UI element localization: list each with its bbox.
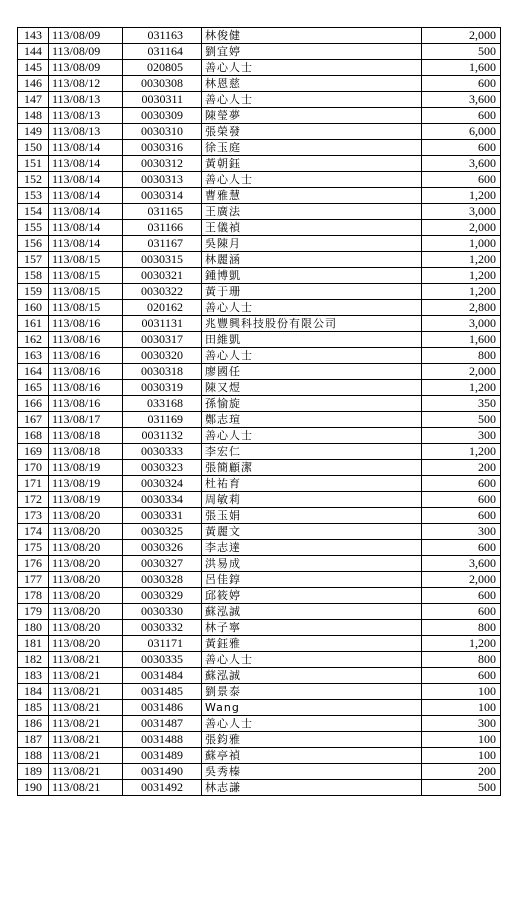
row-number: 157 bbox=[18, 252, 49, 268]
donation-date: 113/08/09 bbox=[49, 28, 123, 44]
donor-name: 曹雅慧 bbox=[202, 188, 422, 204]
donation-amount: 1,200 bbox=[422, 252, 501, 268]
donation-amount: 1,200 bbox=[422, 444, 501, 460]
table-row bbox=[18, 572, 501, 588]
donation-amount: 600 bbox=[422, 76, 501, 92]
donation-amount: 100 bbox=[422, 684, 501, 700]
receipt-number: 031164 bbox=[123, 44, 202, 60]
receipt-number: 0031489 bbox=[123, 748, 202, 764]
table-row bbox=[18, 636, 501, 652]
receipt-number: 0030311 bbox=[123, 92, 202, 108]
donation-amount: 100 bbox=[422, 732, 501, 748]
table-row bbox=[18, 412, 501, 428]
row-number: 185 bbox=[18, 700, 49, 716]
table-row bbox=[18, 108, 501, 124]
table-row bbox=[18, 428, 501, 444]
table-row bbox=[18, 540, 501, 556]
row-number: 171 bbox=[18, 476, 49, 492]
table-row bbox=[18, 780, 501, 796]
receipt-number: 020162 bbox=[123, 300, 202, 316]
table-row bbox=[18, 60, 501, 76]
donation-date: 113/08/20 bbox=[49, 524, 123, 540]
donation-amount: 1,200 bbox=[422, 188, 501, 204]
donor-name: 蘇泓誠 bbox=[202, 668, 422, 684]
donor-name: 善心人士 bbox=[202, 716, 422, 732]
donor-name: 張簡顧潔 bbox=[202, 460, 422, 476]
table-row bbox=[18, 668, 501, 684]
table-row bbox=[18, 332, 501, 348]
donation-amount: 100 bbox=[422, 748, 501, 764]
donor-name: 劉宜婷 bbox=[202, 44, 422, 60]
donation-amount: 200 bbox=[422, 764, 501, 780]
donation-date: 113/08/18 bbox=[49, 428, 123, 444]
receipt-number: 0030317 bbox=[123, 332, 202, 348]
donor-name: 兆豐興科技股份有限公司 bbox=[202, 316, 422, 332]
donation-date: 113/08/19 bbox=[49, 492, 123, 508]
table-row bbox=[18, 556, 501, 572]
table-row bbox=[18, 220, 501, 236]
receipt-number: 0030315 bbox=[123, 252, 202, 268]
receipt-number: 0030318 bbox=[123, 364, 202, 380]
receipt-number: 0030328 bbox=[123, 572, 202, 588]
table-row bbox=[18, 588, 501, 604]
receipt-number: 0031492 bbox=[123, 780, 202, 796]
table-row bbox=[18, 364, 501, 380]
donor-name: 杜祐育 bbox=[202, 476, 422, 492]
donor-name: 黃鈺雅 bbox=[202, 636, 422, 652]
donation-date: 113/08/16 bbox=[49, 316, 123, 332]
donation-date: 113/08/21 bbox=[49, 652, 123, 668]
donor-name: 王廣法 bbox=[202, 204, 422, 220]
donation-amount: 2,000 bbox=[422, 220, 501, 236]
receipt-number: 0030332 bbox=[123, 620, 202, 636]
receipt-number: 0030312 bbox=[123, 156, 202, 172]
donation-date: 113/08/21 bbox=[49, 732, 123, 748]
donation-amount: 1,600 bbox=[422, 332, 501, 348]
table-row bbox=[18, 524, 501, 540]
row-number: 160 bbox=[18, 300, 49, 316]
receipt-number: 0030335 bbox=[123, 652, 202, 668]
donation-amount: 600 bbox=[422, 604, 501, 620]
table-row bbox=[18, 396, 501, 412]
donor-name: 善心人士 bbox=[202, 92, 422, 108]
receipt-number: 0030322 bbox=[123, 284, 202, 300]
row-number: 146 bbox=[18, 76, 49, 92]
donor-name: 李宏仁 bbox=[202, 444, 422, 460]
receipt-number: 020805 bbox=[123, 60, 202, 76]
receipt-number: 031165 bbox=[123, 204, 202, 220]
donor-name: 陳又煜 bbox=[202, 380, 422, 396]
donation-date: 113/08/19 bbox=[49, 476, 123, 492]
row-number: 148 bbox=[18, 108, 49, 124]
donor-name: 黃于珊 bbox=[202, 284, 422, 300]
donation-date: 113/08/16 bbox=[49, 348, 123, 364]
table-row bbox=[18, 28, 501, 44]
row-number: 174 bbox=[18, 524, 49, 540]
row-number: 154 bbox=[18, 204, 49, 220]
donor-name: 吳陳月 bbox=[202, 236, 422, 252]
donation-date: 113/08/13 bbox=[49, 92, 123, 108]
donation-date: 113/08/12 bbox=[49, 76, 123, 92]
donation-date: 113/08/09 bbox=[49, 60, 123, 76]
donation-date: 113/08/13 bbox=[49, 108, 123, 124]
donation-table-body bbox=[18, 28, 501, 796]
donor-name: 張榮發 bbox=[202, 124, 422, 140]
donor-name: 張玉娟 bbox=[202, 508, 422, 524]
receipt-number: 031171 bbox=[123, 636, 202, 652]
row-number: 168 bbox=[18, 428, 49, 444]
donor-name: 林俊健 bbox=[202, 28, 422, 44]
receipt-number: 0030310 bbox=[123, 124, 202, 140]
donor-name: 孫愉旋 bbox=[202, 396, 422, 412]
row-number: 169 bbox=[18, 444, 49, 460]
receipt-number: 0030325 bbox=[123, 524, 202, 540]
receipt-number: 031167 bbox=[123, 236, 202, 252]
receipt-number: 0030308 bbox=[123, 76, 202, 92]
receipt-number: 0030333 bbox=[123, 444, 202, 460]
donor-name: 善心人士 bbox=[202, 60, 422, 76]
table-row bbox=[18, 460, 501, 476]
donor-name: 林恩慈 bbox=[202, 76, 422, 92]
donor-name: 邱筱婷 bbox=[202, 588, 422, 604]
donation-amount: 800 bbox=[422, 348, 501, 364]
donation-amount: 1,200 bbox=[422, 268, 501, 284]
row-number: 177 bbox=[18, 572, 49, 588]
donor-name: 王儀禎 bbox=[202, 220, 422, 236]
donation-date: 113/08/16 bbox=[49, 380, 123, 396]
table-row bbox=[18, 492, 501, 508]
row-number: 162 bbox=[18, 332, 49, 348]
table-row bbox=[18, 124, 501, 140]
donor-name: 周敏莉 bbox=[202, 492, 422, 508]
table-row bbox=[18, 76, 501, 92]
donor-name: 張鈞雅 bbox=[202, 732, 422, 748]
row-number: 184 bbox=[18, 684, 49, 700]
donation-date: 113/08/15 bbox=[49, 252, 123, 268]
donation-amount: 600 bbox=[422, 540, 501, 556]
donor-name: 鄭志瑄 bbox=[202, 412, 422, 428]
donation-table bbox=[17, 27, 501, 796]
donation-amount: 300 bbox=[422, 524, 501, 540]
row-number: 176 bbox=[18, 556, 49, 572]
donation-amount: 600 bbox=[422, 172, 501, 188]
receipt-number: 0031490 bbox=[123, 764, 202, 780]
table-row bbox=[18, 684, 501, 700]
donation-date: 113/08/21 bbox=[49, 700, 123, 716]
table-row bbox=[18, 508, 501, 524]
donation-date: 113/08/14 bbox=[49, 172, 123, 188]
donor-name: 黃麗文 bbox=[202, 524, 422, 540]
receipt-number: 0030329 bbox=[123, 588, 202, 604]
donation-date: 113/08/14 bbox=[49, 156, 123, 172]
table-row bbox=[18, 172, 501, 188]
receipt-number: 031163 bbox=[123, 28, 202, 44]
donation-date: 113/08/21 bbox=[49, 716, 123, 732]
row-number: 172 bbox=[18, 492, 49, 508]
donation-amount: 2,000 bbox=[422, 364, 501, 380]
receipt-number: 0030309 bbox=[123, 108, 202, 124]
receipt-number: 0030334 bbox=[123, 492, 202, 508]
row-number: 180 bbox=[18, 620, 49, 636]
receipt-number: 0030321 bbox=[123, 268, 202, 284]
donation-amount: 300 bbox=[422, 716, 501, 732]
donation-date: 113/08/16 bbox=[49, 364, 123, 380]
row-number: 155 bbox=[18, 220, 49, 236]
donation-amount: 600 bbox=[422, 140, 501, 156]
donation-date: 113/08/13 bbox=[49, 124, 123, 140]
row-number: 182 bbox=[18, 652, 49, 668]
receipt-number: 0030316 bbox=[123, 140, 202, 156]
donation-date: 113/08/09 bbox=[49, 44, 123, 60]
donation-date: 113/08/21 bbox=[49, 668, 123, 684]
donor-name: 洪易成 bbox=[202, 556, 422, 572]
donation-amount: 3,000 bbox=[422, 316, 501, 332]
receipt-number: 0031485 bbox=[123, 684, 202, 700]
row-number: 147 bbox=[18, 92, 49, 108]
donation-amount: 500 bbox=[422, 780, 501, 796]
donation-date: 113/08/14 bbox=[49, 188, 123, 204]
donation-date: 113/08/14 bbox=[49, 220, 123, 236]
row-number: 159 bbox=[18, 284, 49, 300]
table-row bbox=[18, 44, 501, 60]
donor-name: 善心人士 bbox=[202, 428, 422, 444]
donation-date: 113/08/16 bbox=[49, 396, 123, 412]
donor-name: 廖國任 bbox=[202, 364, 422, 380]
table-row bbox=[18, 748, 501, 764]
row-number: 187 bbox=[18, 732, 49, 748]
row-number: 181 bbox=[18, 636, 49, 652]
receipt-number: 031166 bbox=[123, 220, 202, 236]
donor-name: 林志謙 bbox=[202, 780, 422, 796]
row-number: 143 bbox=[18, 28, 49, 44]
table-row bbox=[18, 620, 501, 636]
receipt-number: 0030319 bbox=[123, 380, 202, 396]
donation-amount: 600 bbox=[422, 508, 501, 524]
donor-name: 善心人士 bbox=[202, 172, 422, 188]
donation-amount: 6,000 bbox=[422, 124, 501, 140]
table-row bbox=[18, 204, 501, 220]
table-row bbox=[18, 300, 501, 316]
donor-name: 李志達 bbox=[202, 540, 422, 556]
donor-name: 呂佳錞 bbox=[202, 572, 422, 588]
table-row bbox=[18, 604, 501, 620]
donation-amount: 800 bbox=[422, 652, 501, 668]
donation-amount: 600 bbox=[422, 668, 501, 684]
table-row bbox=[18, 716, 501, 732]
donation-date: 113/08/20 bbox=[49, 508, 123, 524]
donation-date: 113/08/20 bbox=[49, 556, 123, 572]
table-row bbox=[18, 476, 501, 492]
donation-date: 113/08/15 bbox=[49, 284, 123, 300]
row-number: 178 bbox=[18, 588, 49, 604]
donation-amount: 1,200 bbox=[422, 284, 501, 300]
donor-name: 陳瑩夢 bbox=[202, 108, 422, 124]
donation-date: 113/08/15 bbox=[49, 268, 123, 284]
donation-date: 113/08/20 bbox=[49, 620, 123, 636]
receipt-number: 0030320 bbox=[123, 348, 202, 364]
donor-name: 鍾博凱 bbox=[202, 268, 422, 284]
donor-name: 蘇亭禎 bbox=[202, 748, 422, 764]
table-row bbox=[18, 92, 501, 108]
donation-amount: 500 bbox=[422, 412, 501, 428]
donor-name: 善心人士 bbox=[202, 348, 422, 364]
row-number: 190 bbox=[18, 780, 49, 796]
table-row bbox=[18, 156, 501, 172]
receipt-number: 0031488 bbox=[123, 732, 202, 748]
receipt-number: 0030331 bbox=[123, 508, 202, 524]
donation-date: 113/08/20 bbox=[49, 588, 123, 604]
donation-amount: 2,000 bbox=[422, 572, 501, 588]
donation-date: 113/08/18 bbox=[49, 444, 123, 460]
row-number: 183 bbox=[18, 668, 49, 684]
donor-name: 林麗涵 bbox=[202, 252, 422, 268]
donation-date: 113/08/20 bbox=[49, 636, 123, 652]
donor-name: 善心人士 bbox=[202, 652, 422, 668]
donor-name: Wang bbox=[202, 700, 422, 716]
row-number: 145 bbox=[18, 60, 49, 76]
receipt-number: 033168 bbox=[123, 396, 202, 412]
donation-date: 113/08/21 bbox=[49, 780, 123, 796]
table-row bbox=[18, 348, 501, 364]
row-number: 164 bbox=[18, 364, 49, 380]
row-number: 161 bbox=[18, 316, 49, 332]
donor-name: 蘇泓誠 bbox=[202, 604, 422, 620]
receipt-number: 0030326 bbox=[123, 540, 202, 556]
table-row bbox=[18, 236, 501, 252]
donor-name: 黃朝鈺 bbox=[202, 156, 422, 172]
row-number: 170 bbox=[18, 460, 49, 476]
receipt-number: 031169 bbox=[123, 412, 202, 428]
table-row bbox=[18, 652, 501, 668]
row-number: 173 bbox=[18, 508, 49, 524]
donation-amount: 3,600 bbox=[422, 556, 501, 572]
receipt-number: 0030313 bbox=[123, 172, 202, 188]
donation-amount: 3,600 bbox=[422, 156, 501, 172]
receipt-number: 0031131 bbox=[123, 316, 202, 332]
table-row bbox=[18, 732, 501, 748]
donation-amount: 100 bbox=[422, 700, 501, 716]
row-number: 153 bbox=[18, 188, 49, 204]
donation-amount: 1,000 bbox=[422, 236, 501, 252]
donor-name: 田維凱 bbox=[202, 332, 422, 348]
row-number: 158 bbox=[18, 268, 49, 284]
donation-amount: 3,600 bbox=[422, 92, 501, 108]
donation-date: 113/08/20 bbox=[49, 604, 123, 620]
row-number: 151 bbox=[18, 156, 49, 172]
receipt-number: 0031132 bbox=[123, 428, 202, 444]
row-number: 179 bbox=[18, 604, 49, 620]
row-number: 165 bbox=[18, 380, 49, 396]
row-number: 166 bbox=[18, 396, 49, 412]
row-number: 175 bbox=[18, 540, 49, 556]
table-row bbox=[18, 316, 501, 332]
donor-name: 劉景泰 bbox=[202, 684, 422, 700]
donor-name: 徐玉庭 bbox=[202, 140, 422, 156]
donation-amount: 350 bbox=[422, 396, 501, 412]
receipt-number: 0031487 bbox=[123, 716, 202, 732]
row-number: 188 bbox=[18, 748, 49, 764]
row-number: 167 bbox=[18, 412, 49, 428]
table-row bbox=[18, 700, 501, 716]
row-number: 144 bbox=[18, 44, 49, 60]
row-number: 186 bbox=[18, 716, 49, 732]
donation-amount: 2,000 bbox=[422, 28, 501, 44]
receipt-number: 0030327 bbox=[123, 556, 202, 572]
table-row bbox=[18, 140, 501, 156]
receipt-number: 0031484 bbox=[123, 668, 202, 684]
table-row bbox=[18, 268, 501, 284]
row-number: 156 bbox=[18, 236, 49, 252]
table-row bbox=[18, 252, 501, 268]
table-row bbox=[18, 380, 501, 396]
donation-date: 113/08/14 bbox=[49, 204, 123, 220]
donor-name: 吳秀榛 bbox=[202, 764, 422, 780]
donation-date: 113/08/21 bbox=[49, 748, 123, 764]
donation-amount: 600 bbox=[422, 108, 501, 124]
donation-amount: 500 bbox=[422, 44, 501, 60]
table-row bbox=[18, 284, 501, 300]
row-number: 189 bbox=[18, 764, 49, 780]
table-row bbox=[18, 444, 501, 460]
receipt-number: 0031486 bbox=[123, 700, 202, 716]
donation-amount: 600 bbox=[422, 476, 501, 492]
donation-date: 113/08/20 bbox=[49, 572, 123, 588]
donation-amount: 800 bbox=[422, 620, 501, 636]
donation-date: 113/08/15 bbox=[49, 300, 123, 316]
donation-amount: 1,200 bbox=[422, 636, 501, 652]
donation-amount: 1,600 bbox=[422, 60, 501, 76]
donor-name: 善心人士 bbox=[202, 300, 422, 316]
donation-date: 113/08/20 bbox=[49, 540, 123, 556]
row-number: 150 bbox=[18, 140, 49, 156]
donation-amount: 3,000 bbox=[422, 204, 501, 220]
donation-amount: 1,200 bbox=[422, 380, 501, 396]
donation-date: 113/08/21 bbox=[49, 764, 123, 780]
receipt-number: 0030314 bbox=[123, 188, 202, 204]
row-number: 152 bbox=[18, 172, 49, 188]
donation-date: 113/08/21 bbox=[49, 684, 123, 700]
donation-amount: 600 bbox=[422, 588, 501, 604]
donation-date: 113/08/19 bbox=[49, 460, 123, 476]
donation-date: 113/08/14 bbox=[49, 236, 123, 252]
donation-date: 113/08/17 bbox=[49, 412, 123, 428]
donor-name: 林子寧 bbox=[202, 620, 422, 636]
donation-date: 113/08/14 bbox=[49, 140, 123, 156]
receipt-number: 0030324 bbox=[123, 476, 202, 492]
donation-date: 113/08/16 bbox=[49, 332, 123, 348]
table-row bbox=[18, 764, 501, 780]
row-number: 149 bbox=[18, 124, 49, 140]
donation-amount: 200 bbox=[422, 460, 501, 476]
donation-amount: 300 bbox=[422, 428, 501, 444]
receipt-number: 0030323 bbox=[123, 460, 202, 476]
receipt-number: 0030330 bbox=[123, 604, 202, 620]
donation-amount: 600 bbox=[422, 492, 501, 508]
donation-amount: 2,800 bbox=[422, 300, 501, 316]
row-number: 163 bbox=[18, 348, 49, 364]
table-row bbox=[18, 188, 501, 204]
